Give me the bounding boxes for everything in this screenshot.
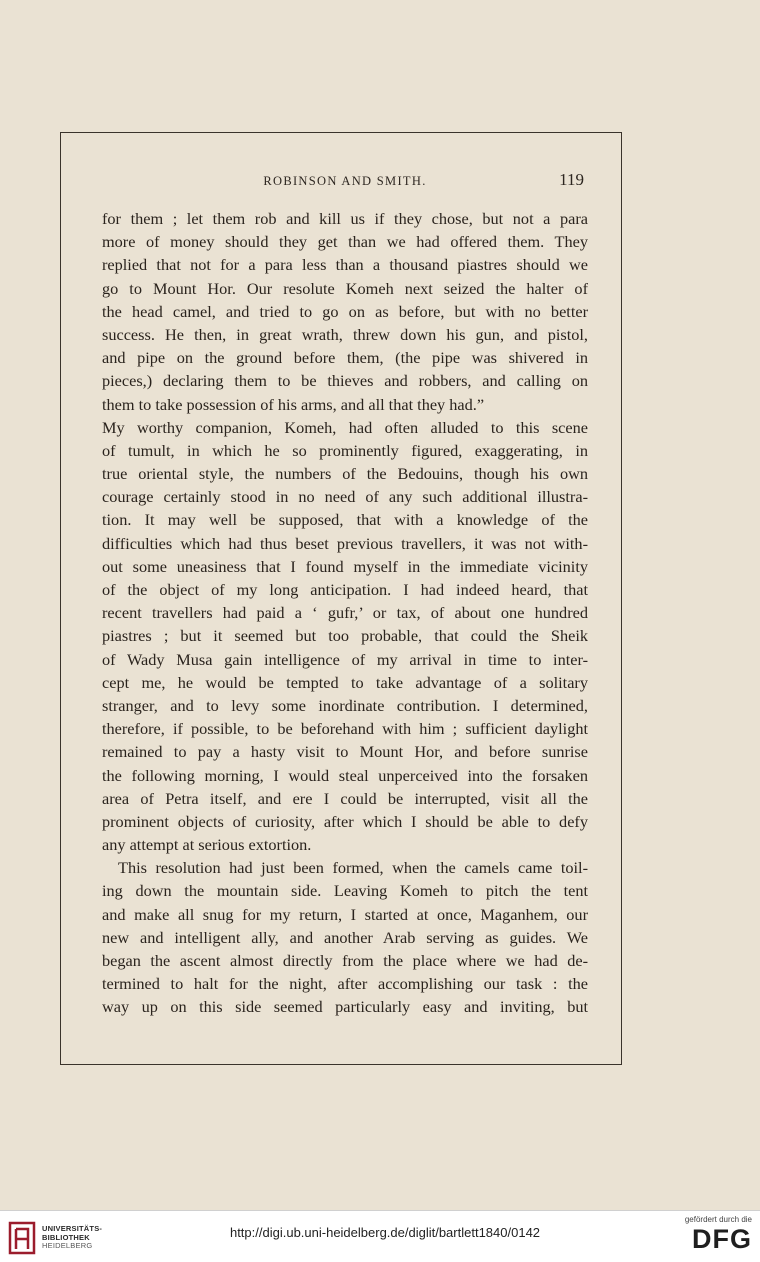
text-line: therefore, if possible, to be beforehand with him ; sufficient daylight <box>102 719 588 739</box>
text-line: replied that not for a para less than a thousand piastres should we <box>102 255 588 275</box>
text-line: true oriental style, the numbers of the Bedouins, though his own <box>102 464 588 484</box>
text-line: of Wady Musa gain intelligence of my arrival in time to inter- <box>102 649 588 669</box>
body-text <box>102 207 588 1019</box>
source-url-link[interactable]: http://digi.ub.uni-heidelberg.de/diglit/bartlett1840/0142 <box>229 1225 541 1240</box>
viewer-footer <box>0 1210 760 1262</box>
text-line: go to Mount Hor. Our resolute Komeh next seized the halter of <box>102 278 588 298</box>
funding-caption: gefördert durch die <box>684 1215 752 1224</box>
text-line: out some uneasiness that I found myself in the immediate vicinity <box>102 556 588 576</box>
text-line: tion. It may well be supposed, that with a knowledge of the <box>102 510 588 530</box>
text-line: ing down the mountain side. Leaving Komeh to pitch the tent <box>102 881 588 901</box>
text-line: the head camel, and tried to go on as before, but with no better <box>102 301 588 321</box>
dfg-logo[interactable] <box>670 1215 752 1261</box>
page-number: 119 <box>559 170 584 189</box>
text-line: remained to pay a hasty visit to Mount Hor, and before sunrise <box>102 742 588 762</box>
text-line: of the object of my long anticipation. I had indeed heard, that <box>102 580 588 599</box>
text-line: any attempt at serious extortion. <box>102 835 312 855</box>
text-line: termined to halt for the night, after accomplishing our task : the <box>102 974 588 994</box>
library-logo[interactable] <box>8 1219 128 1257</box>
text-line: cept me, he would be tempted to take advantage of a solitary <box>102 672 588 692</box>
text-line: piastres ; but it seemed but too probable, that could the Sheik <box>102 626 588 646</box>
text-line: way up on this side seemed particularly easy and inviting, but <box>102 997 588 1017</box>
text-line: success. He then, in great wrath, threw down his gun, and pistol, <box>102 324 588 344</box>
text-line: stranger, and to levy some inordinate contribution. I determined, <box>102 695 588 715</box>
text-line: area of Petra itself, and ere I could be interrupted, visit all the <box>102 788 588 808</box>
text-line: began the ascent almost directly from the place where we had de- <box>102 951 588 970</box>
page-header <box>102 170 588 194</box>
library-name: UNIVERSITÄTS- BIBLIOTHEK HEIDELBERG <box>42 1224 103 1250</box>
running-head: ROBINSON AND SMITH. <box>263 174 427 188</box>
text-line: new and intelligent ally, and another Arab serving as guides. We <box>102 927 588 947</box>
text-line: for them ; let them rob and kill us if they chose, but not a para <box>102 209 588 228</box>
text-line: pieces,) declaring them to be thieves and robbers, and calling on <box>102 371 588 391</box>
text-line: prominent objects of curiosity, after which I should be able to defy <box>102 811 588 831</box>
text-line: recent travellers had paid a ‘ gufr,’ or tax, of about one hundred <box>102 603 588 623</box>
text-line: difficulties which had thus beset previous travellers, it was not with- <box>102 533 588 553</box>
text-line: them to take possession of his arms, and all that they had.” <box>102 394 485 414</box>
text-line: and make all snug for my return, I started at once, Maganhem, our <box>102 904 588 924</box>
text-line: more of money should they get than we had offered them. They <box>102 232 588 252</box>
library-logo-icon <box>8 1221 36 1255</box>
dfg-wordmark: DFG <box>692 1224 752 1254</box>
text-line: of tumult, in which he so prominently figured, exaggerating, in <box>102 440 588 460</box>
text-line: the following morning, I would steal unperceived into the forsaken <box>102 765 588 785</box>
text-line: courage certainly stood in no need of any such additional illustra- <box>102 487 588 507</box>
text-line: This resolution had just been formed, when the camels came toil- <box>118 858 588 878</box>
text-line: My worthy companion, Komeh, had often alluded to this scene <box>102 417 588 437</box>
text-line: and pipe on the ground before them, (the pipe was shivered in <box>102 348 588 368</box>
